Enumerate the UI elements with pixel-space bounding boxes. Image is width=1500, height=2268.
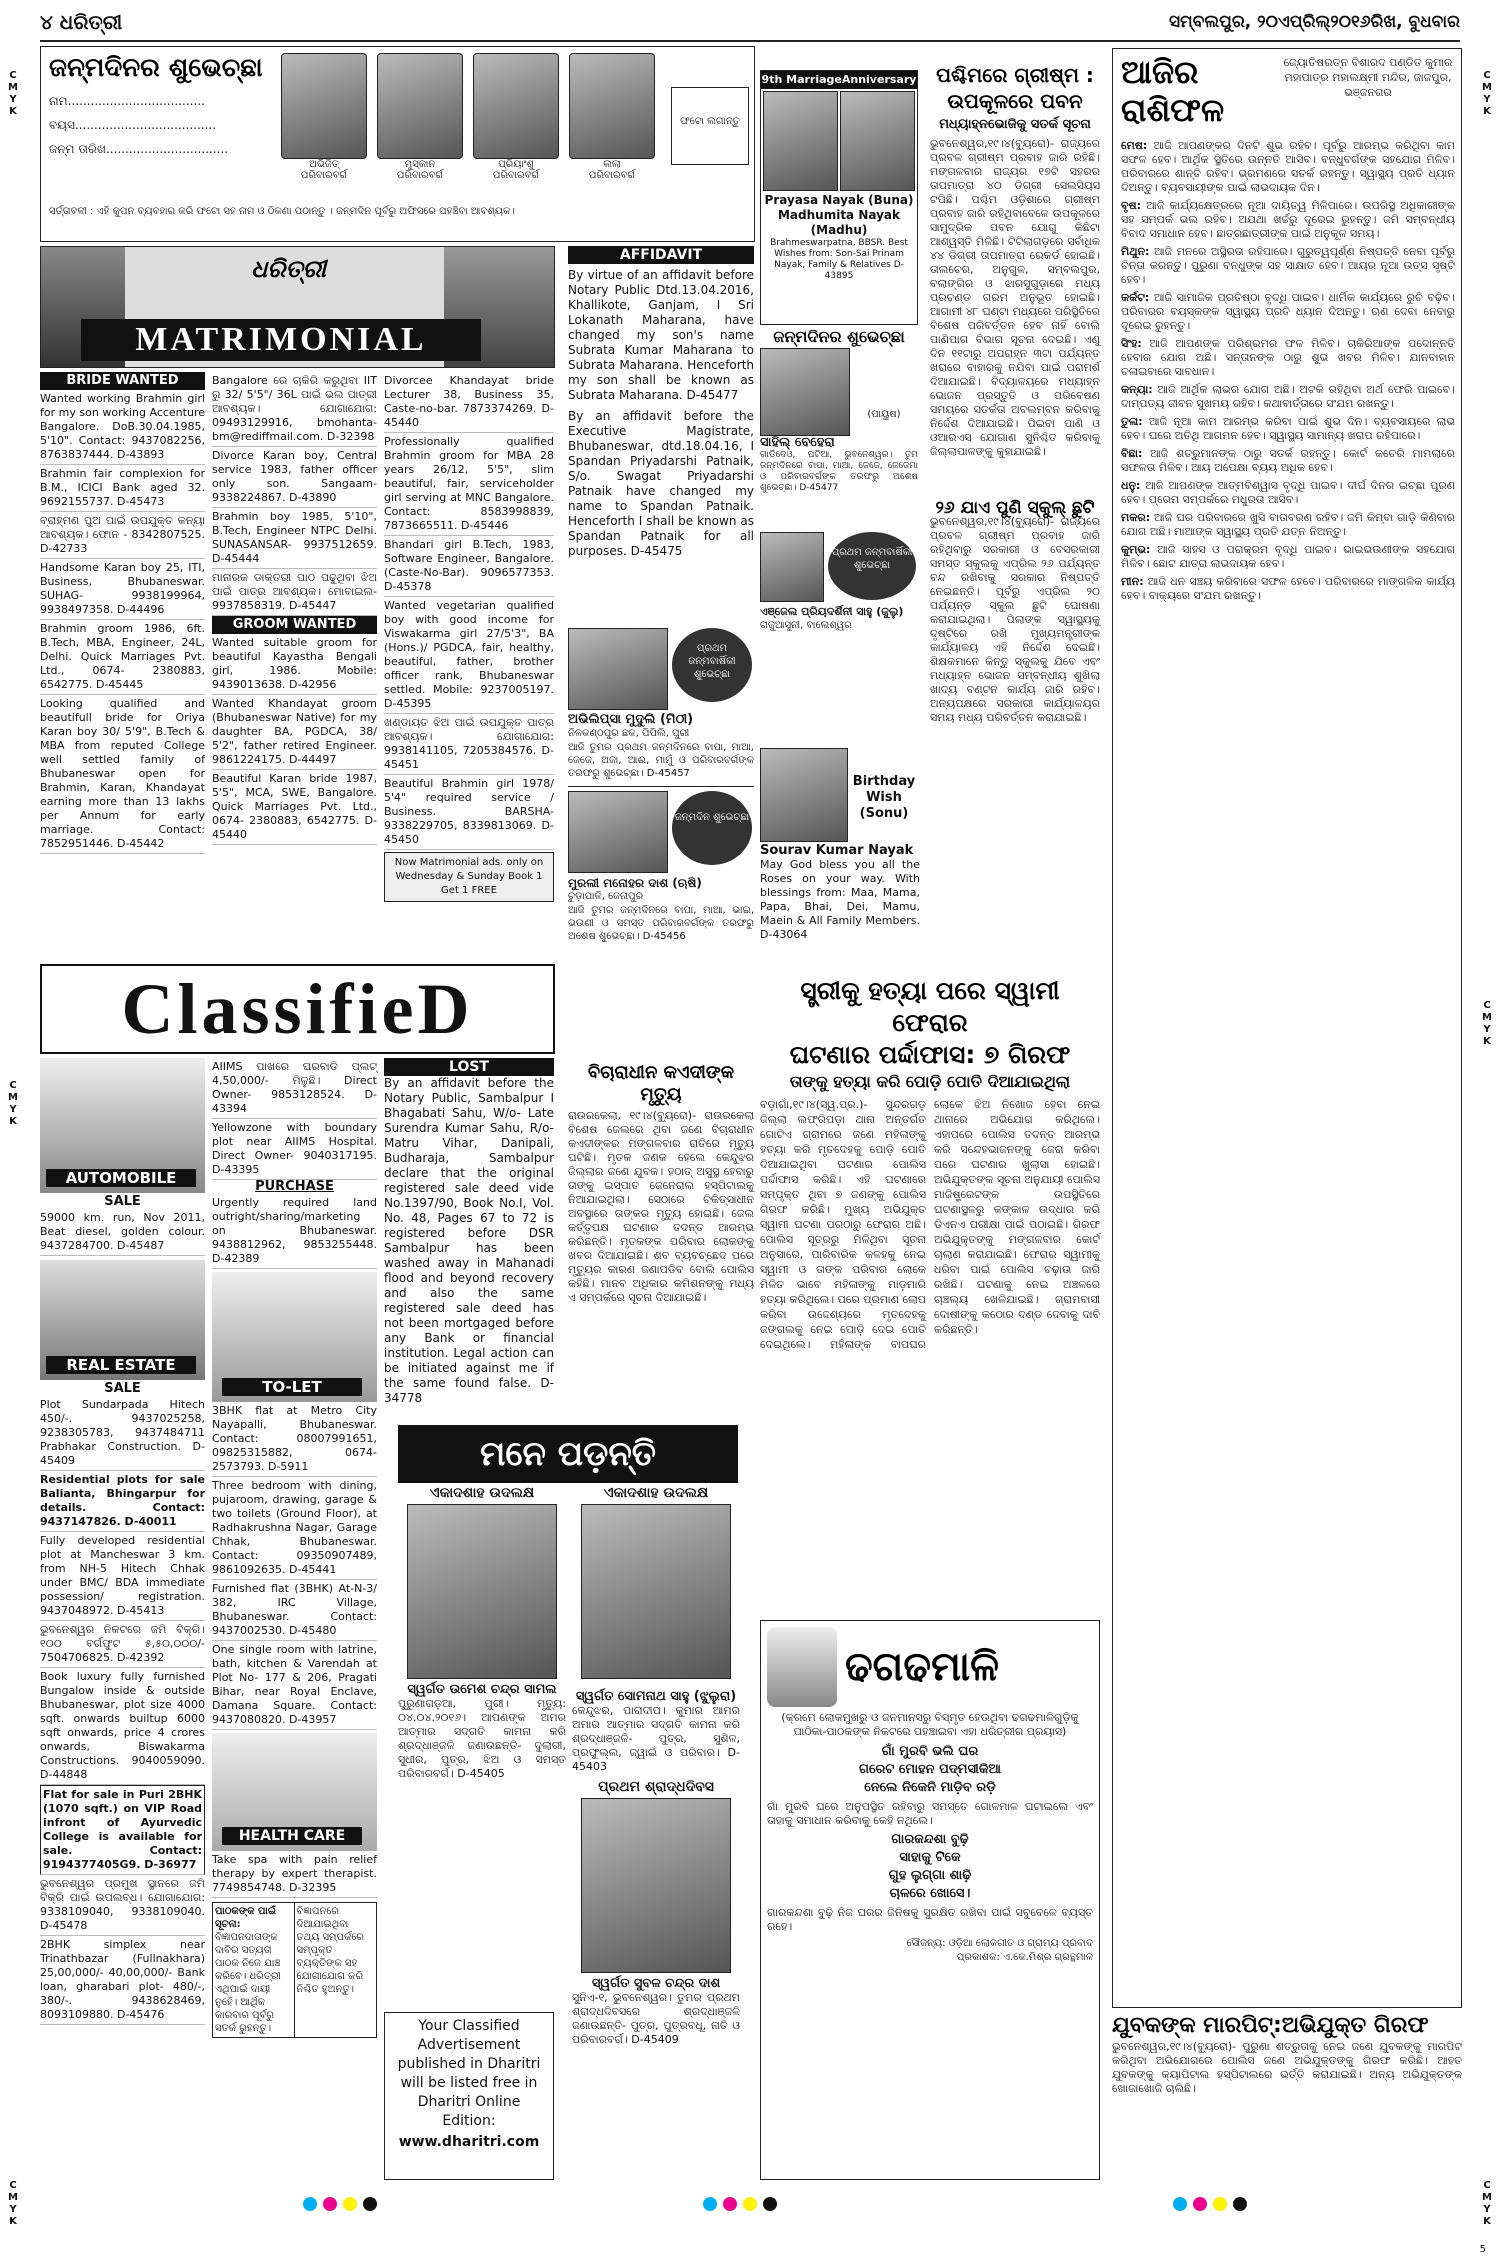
crime-body: ବଡ଼ାଗାଁ,୧୯।୪(ସ୍ୱ.ପ୍ର.)- ସୁନ୍ଦରଗଡ଼ ଜିଲ୍ଲା ଲଫ୍ରିପଡ଼ା ଥାନା ଅନ୍ତର୍ଗତ ଗୋଟିଏ ଗ୍ରାମରେ ଜଣେ ମହିଳାଙ୍କୁ ହତ୍ୟା କରି ମୃତଦେହକୁ ପୋଡ଼ି ପୋତି ଦିଆଯାଇଥିବା ଘଟଣାର ପୋଲିସ ପର୍ଦ୍ଦାଫାସ କରିଛି। ଏହି ଘଟଣାରେ ସମ୍ପୃକ୍ତ ଥିବା ୭ ଜଣଙ୍କୁ ପୋଲିସ ଗିରଫ କରିଛି। ମୁଖ୍ୟ ଅଭିଯୁକ୍ତ ସ୍ୱାମୀ ଘଟଣା ପରଠାରୁ ଫେରାର ଅଛି। ପୋଲିସ ସୂତ୍ରରୁ ମିଳିଥିବା ସୂଚନା ଅନୁସାରେ, ପାରିବାରିକ କଳହକୁ ନେଇ ସ୍ୱାମୀ ଓ ତାଙ୍କ ପରିବାର ଲୋକେ ମିଳିତ ଭାବେ ମହିଳାଙ୍କୁ ମାଡ଼ମାରି ହତ୍ୟା କରିଥିଲେ। ପରେ ପ୍ରମାଣ ଲୋପ କରିବା ଉଦ୍ଦେଶ୍ୟରେ ମୃତଦେହକୁ ଜଙ୍ଗଲକୁ ନେଇ ପୋଡ଼ି ଦେଇ ପୋତି ଦେଇଥିଲେ। ମହିଳାଙ୍କ ବାପଘର ଲୋକେ ଝିଅ ନିଖୋଜ ହେବା ନେଇ ଥାନାରେ ଅଭିଯୋଗ କରିଥିଲେ। ଏହାପରେ ପୋଲିସ ତଦନ୍ତ ଆରମ୍ଭ କରି ସନ୍ଦେହଭାଜନଙ୍କୁ ଜେରା କରିବା ପରେ ଘଟଣାର ଖୁଲାସା ହୋଇଛି। ଅଭିଯୁକ୍ତଙ୍କ ସୂଚନା ଅନୁଯାୟୀ ପୋଲିସ ମାଜିଷ୍ଟ୍ରେଟଙ୍କ ଉପସ୍ଥିତିରେ ଘଟଣାସ୍ଥଳରୁ କଙ୍କାଳ ଉଦ୍ଧାର କରି ଡିଏନଏ ପରୀକ୍ଷା ପାଇଁ ପଠାଇଛି। ଗିରଫ ଅଭିଯୁକ୍ତଙ୍କୁ ମଙ୍ଗଳବାର କୋର୍ଟ ଚାଲାଣ କରାଯାଇଛି। ଫେରାର ସ୍ୱାମୀକୁ ଧରିବା ପାଇଁ ପୋଲିସ ଚଢ଼ାଉ ଜାରି ରଖିଛି। ଘଟଣାକୁ ନେଇ ଅଞ୍ଚଳରେ ଚାଞ୍ଚଲ୍ୟ ଖେଳିଯାଇଛି। ଗ୍ରାମବାସୀ ଦୋଷୀଙ୍କୁ କଠୋର ଦଣ୍ଡ ଦେବାକୁ ଦାବି କରିଛନ୍ତି। bbox=[760, 1098, 1100, 1351]
photo-placeholder: ଫଟୋ ଲଗାନ୍ତୁ bbox=[671, 87, 749, 165]
kid-photo bbox=[569, 53, 655, 159]
anniversary-badge: ପ୍ରଥମ ଜନ୍ମବାର୍ଷିକୀ ଶୁଭେଚ୍ଛା bbox=[828, 532, 916, 600]
cartoon-face bbox=[767, 1627, 837, 1707]
automobile-image bbox=[40, 1058, 205, 1193]
classified-ad: Urgently required land outright/sharing/marketing on Bhubaneswar. 9438812962, 9853255448. D-42389 bbox=[212, 1194, 377, 1269]
classified-ad: ମାନାରକ ଡାକ୍ତରୀ ପାଠ ପଢୁଥିବା ଝିଅ ପାଇଁ ପାତ୍ର ଆବଶ୍ୟକ। ମୋବାଇଲ- 9937858319. D-45447 bbox=[212, 569, 377, 616]
classified-ad: Professionally qualified Brahmin groom for MBA 28 years 26/12, 5'5", slim beautiful, fair, serviceholder girl serving at MNC Bangalore. Contact: 8583998839, 7873665511. D-45446 bbox=[384, 433, 554, 536]
child-name: ସାହିଲ୍ ବେହେରା bbox=[760, 435, 835, 450]
classified-ad: Beautiful Karan bride 1987, 5'5", MCA, SWE, Bangalore. Quick Marriages Pvt. Ltd., 0674- 2380883, 6542775. D-45440 bbox=[212, 770, 377, 845]
matrimonial-title: MATRIMONIAL bbox=[81, 319, 481, 361]
wish-sahil bbox=[760, 327, 918, 530]
classified-ad: ଭୁବନେଶ୍ୱର ନିକଟରେ ଜମି ବିକ୍ରି। ୧୦୦ ବର୍ଗଫୁଟ ୫,୫୦,୦୦୦/- 7504706825. D-42392 bbox=[40, 1621, 205, 1668]
obituary-card bbox=[572, 1486, 740, 1686]
classified-ad: Divorcee Khandayat bride Lecturer 38, Business 35, Caste-no-bar. 7873374269. D-45440 bbox=[384, 372, 554, 433]
classified-col-1 bbox=[40, 1058, 205, 2182]
obituary-title: ମନେ ପଡ଼ନ୍ତି bbox=[479, 1434, 657, 1474]
reg-mark-top-left: C M Y K bbox=[8, 70, 18, 117]
humor-publisher: ପ୍ରକାଶକ: ଏ.କେ.ମିଶ୍ର ଗ୍ରନ୍ଥମାଳ bbox=[956, 1952, 1093, 1963]
classified-ad: Residential plots for sale Balianta, Bhingarpur for details. Contact: 9437147826. D-40011 bbox=[40, 1471, 205, 1532]
matrimonial-col-1 bbox=[40, 372, 205, 958]
classified-ad: Handsome Karan boy 25, ITI, Business, Bhubaneswar. SUHAG- 9938199964, 9938497358. D-44496 bbox=[40, 559, 205, 620]
matrimonial-logo: ଧରିତ୍ରୀ bbox=[251, 255, 326, 283]
child-photo bbox=[568, 628, 668, 710]
school-body: ଭୁବନେଶ୍ୱର,୧୯।୪(ବ୍ୟୁରୋ)- ରାଜ୍ୟରେ ପ୍ରବଳ ଗ୍ରୀଷ୍ମ ପ୍ରବାହ ଜାରି ରହିଥିବାରୁ ସରକାରୀ ଓ ବେସରକାରୀ ସମସ୍ତ ସ୍କୁଲକୁ ଏପ୍ରିଲ ୨୬ ପର୍ଯ୍ୟନ୍ତ ବନ୍ଦ ରଖିବାକୁ ସରକାର ନିଷ୍ପତ୍ତି ନେଇଛନ୍ତି। ପୂର୍ବରୁ ଏପ୍ରିଲ ୨୦ ପର୍ଯ୍ୟନ୍ତ ସ୍କୁଲ ଛୁଟି ଘୋଷଣା କରାଯାଇଥିଲା। ପିଲାଙ୍କ ସ୍ୱାସ୍ଥ୍ୟକୁ ଦୃଷ୍ଟିରେ ରଖି ମୁଖ୍ୟମନ୍ତ୍ରୀଙ୍କ କାର୍ଯ୍ୟାଳୟ ଏହି ନିର୍ଦ୍ଦେଶ ଦେଇଛି। ଶିକ୍ଷକମାନେ କିନ୍ତୁ ସ୍କୁଲକୁ ଯିବେ ଏବଂ ମଧ୍ୟାହ୍ନ ଭୋଜନ ସମ୍ବନ୍ଧୀୟ ଶୁଖିଲା ଖାଦ୍ୟ ବଣ୍ଟନ କାର୍ଯ୍ୟ ଜାରି ରହିବ। ଅନ୍ୟପକ୍ଷରେ ସରକାରୀ କାର୍ଯ୍ୟାଳୟର ସମୟ ମଧ୍ୟ ପରିବର୍ତ୍ତନ କରାଯାଇଛି। bbox=[930, 515, 1100, 724]
child-photo bbox=[760, 348, 850, 436]
child-photo bbox=[568, 791, 668, 873]
weather-subhead: ମଧ୍ୟାହ୍ନଭୋଜିକୁ ସତର୍କ ସୂଚନା bbox=[939, 117, 1091, 132]
person-photo bbox=[581, 1504, 731, 1679]
child-name: ଅଭିଲିପ୍ସା ମୁଦୁଲି (ମିଠୀ) bbox=[568, 712, 694, 727]
crime-subhead: ତାଙ୍କୁ ହତ୍ୟା କରି ପୋଡ଼ି ପୋତି ଦିଆଯାଇଥିଲା bbox=[789, 1072, 1071, 1091]
birthday-form bbox=[40, 46, 755, 242]
sign-mithuna: ମିଥୁନ: ଆଜି ମନରେ ଅସ୍ଥିରତା ରହିପାରେ। ଗୁରୁତ୍ୱପୂର୍ଣ୍ଣ ନିଷ୍ପତ୍ତି ନେବା ପୂର୍ବରୁ ଚିନ୍ତା କରନ୍ତୁ। ପୁରୁଣା ବନ୍ଧୁଙ୍କ ସହ ସାକ୍ଷାତ ହେବ। ଆୟର ନୂଆ ଉତ୍ସ ସୃଷ୍ଟି ହେବ। bbox=[1121, 245, 1456, 286]
child-place: ରାଜୁଆସୁନୀ, ବାଲେଶ୍ୱର bbox=[760, 620, 852, 631]
sign-makara: ମକର: ଆଜି ଘର ପରିବାରରେ ଖୁସି ବାତାବରଣ ରହିବ। ଜମି କିମ୍ବା ଗାଡ଼ି କିଣିବାର ଯୋଗ ଅଛି। ମାଆଙ୍କ ସ୍ୱାସ୍ଥ୍ୟ ପ୍ରତି ଯତ୍ନ ନିଅନ୍ତୁ। bbox=[1121, 511, 1456, 538]
reader-notice-text: ବିଜ୍ଞାପନଦାତାଙ୍କ ଦାବିର ସତ୍ୟତା ପାଠକ ନିଜେ ଯାଞ୍ଚ କରିବେ। ଧରିତ୍ରୀ ଏଥିପାଇଁ ଦାୟୀ ନୁହେଁ। ଆର୍ଥିକ କାରବାର ପୂର୍ବରୁ ସତର୍କ ରୁହନ୍ତୁ। bbox=[215, 1932, 281, 2034]
matrimonial-footer: Now Matrimonial ads. only on Wednesday & Sunday Book 1 Get 1 FREE bbox=[384, 852, 554, 902]
color-bar-2 bbox=[700, 2196, 780, 2215]
classified-ad: Furnished flat (3BHK) At-N-3/ 382, IRC Village, Bhubaneswar. Contact: 9437002530. D-45480 bbox=[212, 1580, 377, 1641]
weather-body: ଭୁବନେଶ୍ୱର,୧୯।୪(ବ୍ୟୁରୋ)- ରାଜ୍ୟରେ ପ୍ରବଳ ଗ୍ରୀଷ୍ମ ପ୍ରବାହ ଜାରି ରହିଛି। ମଙ୍ଗଳବାର ରାଜ୍ୟର ୧୭ଟି ସହରର ତାପମାତ୍ରା ୪୦ ଡିଗ୍ରୀ ସେଲସିୟସ ଟପିଛି। ପଶ୍ଚିମ ଓଡ଼ିଶାରେ ଗ୍ରୀଷ୍ମ ପ୍ରବାହ ଜାରି ରହିଥିବାବେଳେ ଉପକୂଳରେ ସାମୁଦ୍ରିକ ପବନ ଯୋଗୁ କିଛିଟା ଆଶ୍ୱସ୍ତି ମିଳିଛି। ଟିଟିଲାଗଡ଼ରେ ସର୍ବାଧିକ ୪୪ ଡିଗ୍ରୀ ତାପମାତ୍ରା ରେକର୍ଡ ହୋଇଛି। ତାଲଚେର, ଅନୁଗୁଳ, ସମ୍ବଲପୁର, ବଲାଙ୍ଗିର ଓ ଝାରସୁଗୁଡ଼ାରେ ମଧ୍ୟ ପ୍ରଚଣ୍ଡ ଗରମ ଅନୁଭୂତ ହୋଇଛି। ଆଗାମୀ ୪୮ ଘଣ୍ଟା ମଧ୍ୟରେ ପରିସ୍ଥିତିରେ ବିଶେଷ ପରିବର୍ତ୍ତନ ହେବ ନାହିଁ ବୋଲି ପାଣିପାଗ ବିଭାଗ ସୂଚନା ଦେଇଛି। ଏଣୁ ଦିନ ୧୧ଟାରୁ ଅପରାହ୍ନ ୩ଟା ପର୍ଯ୍ୟନ୍ତ ଖରାରେ ବାହାରକୁ ନଯିବା ପାଇଁ ପରାମର୍ଶ ଦିଆଯାଇଛି। ବିଦ୍ୟାଳୟରେ ମଧ୍ୟାହ୍ନ ଭୋଜନ ପ୍ରସ୍ତୁତି ଓ ପରିବେଷଣ ସମୟରେ ସତର୍କତା ଅବଲମ୍ବନ କରିବାକୁ ନିର୍ଦ୍ଦେଶ ଦିଆଯାଇଛି। ପିଇବା ପାଣି ଓ ଓଆରଏସ ଯୋଗାଣ ସୁନିଶ୍ଚିତ କରିବାକୁ ଜିଲ୍ଲାପାଳଙ୍କୁ କୁହାଯାଇଛି। bbox=[930, 137, 1100, 458]
kid-photo bbox=[377, 53, 463, 159]
sign-dhanu: ଧନୁ: ଆଜି ଆପଣଙ୍କ ଆତ୍ମବିଶ୍ୱାସ ବୃଦ୍ଧି ପାଇବ। ଦୀର୍ଘ ଦିନର ଇଚ୍ଛା ପୂରଣ ହେବ। ପ୍ରେମ ସମ୍ପର୍କରେ ମଧୁରତା ଆସିବ। bbox=[1121, 479, 1456, 506]
reg-mark-top-right: C M Y K bbox=[1482, 70, 1492, 117]
reg-mark-mid-left: C M Y K bbox=[8, 1080, 18, 1127]
wish-heading: Birthday Wish (Sonu) bbox=[852, 774, 916, 821]
horoscope bbox=[1112, 48, 1462, 2008]
horoscope-author: ଜ୍ୟୋତିଷରତ୍ନ ବିଶାରଦ ପଣ୍ଡିତ କୁମାର ମହାପାତ୍ର ମହାଲକ୍ଷ୍ମୀ ମନ୍ଦିର, ଜାଜପୁର, ଭଞ୍ଜନଗର bbox=[1283, 56, 1453, 99]
to-let-image bbox=[212, 1272, 377, 1402]
color-bar-1 bbox=[300, 2196, 380, 2215]
prisoner-headline: ବିଚାରାଧୀନ କଏଦୀଙ୍କ ମୃତ୍ୟୁ bbox=[587, 1062, 735, 1105]
sign-mesha: ମେଷ: ଆଜି ଆପଣଙ୍କର ଦିନଟି ଶୁଭ ରହିବ। ପୂର୍ବରୁ ଆରମ୍ଭ କରିଥିବା କାମ ସଫଳ ହେବ। ଆର୍ଥିକ ସ୍ଥିତିରେ ଉନ୍ନତି ଆସିବ। ବନ୍ଧୁବର୍ଗଙ୍କ ସହଯୋଗ ମିଳିବ। ପରିବାରରେ ଶାନ୍ତି ରହିବ। ଭ୍ରମଣରେ ସତର୍କ ରହନ୍ତୁ। ସ୍ୱାସ୍ଥ୍ୟ ପ୍ରତି ଧ୍ୟାନ ଦିଅନ୍ତୁ। ବ୍ୟବସାୟୀଙ୍କ ପାଇଁ ଲାଭଦାୟକ ଦିନ। bbox=[1121, 139, 1456, 194]
birthday-form-title: ଜନ୍ମଦିନର ଶୁଭେଚ୍ଛା bbox=[49, 53, 263, 83]
prisoner-death-article bbox=[568, 1062, 754, 1312]
youth-body: ଭୁବନେଶ୍ୱର,୧୯।୪(ବ୍ୟୁରୋ)- ପୁରୁଣା ଶତ୍ରୁତାକୁ ନେଇ ଜଣେ ଯୁବକଙ୍କୁ ମାରପିଟ କରିଥିବା ଅଭିଯୋଗରେ ପୋଲିସ ଜଣେ ଅଭିଯୁକ୍ତଙ୍କୁ ଗିରଫ କରିଛି। ଆହତ ଯୁବକଙ୍କୁ କ୍ୟାପିଟାଲ ହସ୍ପିଟାଲରେ ଭର୍ତ୍ତି କରାଯାଇଛି। ଅନ୍ୟ ଅଭିଯୁକ୍ତଙ୍କ ଖୋଜାଖୋଜି ଚାଲିଛି। bbox=[1112, 2040, 1462, 2095]
health-care-label: HEALTH CARE bbox=[222, 1827, 362, 1845]
obituary-heading: ପ୍ରଥମ ଶ୍ରାଦ୍ଧଦିବସ bbox=[598, 1779, 714, 1795]
obituary-text: ସୁନିଏ-୧, ଭୁବନେଶ୍ୱର। ତୁମର ପ୍ରଥମ ଶ୍ରାଦ୍ଧଦିବସରେ ଶ୍ରଦ୍ଧାଞ୍ଜଳି ଜଣାଉଛନ୍ତି- ପୁତ୍ର, ପୁତ୍ରବଧୂ, ନାତି ଓ ପରିବାରବର୍ଗ। D-45409 bbox=[572, 1991, 740, 2046]
birthday-form-fields bbox=[49, 89, 269, 161]
classified-ad: Beautiful Brahmin girl 1978/ 5'4" required service / Business. BARSHA- 9338229705, 8339813069. D-45450 bbox=[384, 775, 554, 850]
obituary-card-2 bbox=[572, 1690, 740, 2210]
verse-2-note: ଗାରକନ୍ଦଶା ବୁଢ଼ି ନିଜ ଘରର ଜିନିଷକୁ ସୁରକ୍ଷିତ ରଖିବା ପାଇଁ ସବୁବେଳେ ବ୍ୟସ୍ତ ରହେ। bbox=[767, 1906, 1093, 1933]
form-dob-field[interactable]: ଜନ୍ମ ତାରିଖ................................ bbox=[49, 142, 229, 156]
classified-ad: Looking qualified and beautifull bride for Oriya Karan boy 30/ 5'9", B.Tech & MBA from reputed College well settled family of Bhubaneswar open for Brahmin, Karan, Khandayat earning more than 13 lakhs per Annum for early marriage. Contact: 7852951446. D-45442 bbox=[40, 695, 205, 854]
website-link[interactable]: www.dharitri.com bbox=[398, 2134, 540, 2150]
child-photo bbox=[760, 748, 848, 842]
classified-ad: ବ୍ରାହ୍ମଣ ପୁଅ ପାଇଁ ଉପଯୁକ୍ତ କନ୍ୟା ଆବଶ୍ୟକ। ଫୋନ - 8342807525. D-42733 bbox=[40, 512, 205, 559]
wish-text: ଗାଡିଦେଓ, ପଟିଆ, ଭୁବନେଶ୍ୱର। ତୁମ ଜନ୍ମଦିନରେ ବାପା, ମାଆ, ଜେଜେ, ଜେଜେମା ଓ ପରିବାରବର୍ଗଙ୍କ ତରଫରୁ ଅଶେଷ ଶୁଭେଚ୍ଛା। D-45477 bbox=[760, 450, 918, 493]
child-name: ମୁରଲୀ ମନୋହର ଦାଶ (ଋଷି) bbox=[568, 876, 702, 890]
obituary-banner bbox=[398, 1425, 738, 1483]
classified-ad: Bhandari girl B.Tech, 1983, Software Engineer, Bangalore. (Caste-No-Bar). 9096577353. D-45378 bbox=[384, 536, 554, 597]
affidavit-notice: By virtue of an affidavit before Notary Public Dtd.13.04.2016, Khallikote, Ganjam, I Sri Lokanath Maharana, have changed my son's name Subrata Kumar Maharana to Subrata Maharana. Henceforth my son shall be known as Subrata Maharana. D-45477 bbox=[568, 268, 754, 402]
person-photo bbox=[581, 1798, 731, 1973]
child-photo bbox=[760, 532, 824, 602]
sign-kanya: କନ୍ୟା: ଆଜି ଆର୍ଥିକ ଲାଭର ଯୋଗ ଅଛି। ଅଟକି ରହିଥିବା ଅର୍ଥ ଫେରି ପାଇବେ। ଦାମ୍ପତ୍ୟ ଜୀବନ ସୁଖମୟ ରହିବ। କଥାବାର୍ତ୍ତାରେ ସଂଯମ ରଖନ୍ତୁ। bbox=[1121, 383, 1456, 410]
wish-text: ଆଜି ତୁମର ପ୍ରଥମ ଜନ୍ମଦିନରେ ବାପା, ମାଆ, ଜେଜେ, ଅଜା, ଆଈ, ମାମୁଁ ଓ ପରିବାରବର୍ଗଙ୍କ ତରଫରୁ ଶୁଭେଚ୍ଛା। D-45457 bbox=[568, 742, 754, 779]
husband-photo bbox=[763, 91, 838, 191]
nickname: (ପାୟୁଷ) bbox=[867, 409, 901, 420]
form-age-field[interactable]: ବୟସ..................................... bbox=[49, 118, 217, 132]
affidavit-column bbox=[568, 246, 754, 626]
kid-card: ଅଭିଜିତ୍ ପରିବାରବର୍ଗ bbox=[281, 53, 367, 181]
bride-wanted-heading: BRIDE WANTED bbox=[40, 372, 205, 390]
classified-ad: 59000 km. run, Nov 2011, Beat diesel, golden colour. 9437284700. D-45487 bbox=[40, 1209, 205, 1256]
humor-subtitle: (କ୍ରମେ ଲୋକମୁଖରୁ ଓ ଜନମାନସରୁ ବିସ୍ମୃତ ହେଉଥିବା ଢଗଢମାଳିଗୁଡ଼ିକୁ ପାଠିକା-ପାଠକଙ୍କ ନିକଟରେ ପହଞ୍ଚାଇବା ଏହା ଧରିତ୍ରୀର ପ୍ରୟାସ) bbox=[781, 1711, 1079, 1738]
sign-bichha: ବିଛା: ଆଜି ଶତ୍ରୁମାନଙ୍କ ଠାରୁ ସତର୍କ ରହନ୍ତୁ। କୋର୍ଟ କଚେରି ମାମଲାରେ ସଫଳତା ମିଳିବ। ଆୟ ଅପେକ୍ଷା ବ୍ୟୟ ଅଧିକ ହେବ। bbox=[1121, 447, 1455, 474]
youth-headline: ଯୁବକଙ୍କ ମାରପିଟ୍:ଅଭିଯୁକ୍ତ ଗିରଫ bbox=[1112, 2013, 1429, 2038]
classified-ad: Brahmin fair complexion for B.M., ICICI Bank aged 32. 9692155737. D-45473 bbox=[40, 465, 205, 512]
real-estate-sale-heading: SALE bbox=[104, 1381, 141, 1396]
matrimonial-banner bbox=[40, 246, 555, 368]
classified-col-2 bbox=[212, 1058, 377, 2182]
free-online-ad bbox=[384, 2012, 554, 2180]
obituary-heading: ଏକାଦଶାହ ଉଦଲକ୍ଷ bbox=[603, 1485, 709, 1501]
sign-mina: ମୀନ: ଆଜି ଧନ ସଞ୍ଚୟ କରିବାରେ ସଫଳ ହେବେ। ପରିବାରରେ ମାଙ୍ଗଳିକ କାର୍ଯ୍ୟ ହେବ। ବାକ୍ୟରେ ସଂଯମ ରଖନ୍ତୁ। bbox=[1121, 575, 1455, 602]
sign-tula: ତୁଳା: ଆଜି ନୂଆ କାମ ଆରମ୍ଭ କରିବା ପାଇଁ ଶୁଭ ଦିନ। ବ୍ୟବସାୟରେ ଲାଭ ହେବ। ଘରେ ଅତିଥି ଆଗମନ ହେବ। ସ୍ୱାସ୍ଥ୍ୟ ସାମାନ୍ୟ ଖରାପ ରହିପାରେ। bbox=[1121, 415, 1455, 442]
classified-logo-box bbox=[40, 964, 555, 1054]
classified-ad: Yellowzone with boundary plot near AIIMS Hospital. Direct Owner- 9040317195. D-43395 bbox=[212, 1119, 377, 1180]
footer-page-number: 5 bbox=[1479, 2244, 1486, 2255]
sign-brusha: ବୃଷ: ଆଜି କାର୍ଯ୍ୟକ୍ଷେତ୍ରରେ ନୂଆ ଦାୟିତ୍ୱ ମିଳିପାରେ। ଉପରିସ୍ଥ ଅଧିକାରୀଙ୍କ ସହ ସମ୍ପର୍କ ଭଲ ରହିବ। ଅଯଥା ଖର୍ଚ୍ଚରୁ ଦୂରେଇ ରୁହନ୍ତୁ। ଜମି ସମ୍ବନ୍ଧୀୟ ବିବାଦ ସମାଧାନ ହେବ। ଛାତ୍ରଛାତ୍ରୀଙ୍କ ପାଇଁ ଅନୁକୂଳ ସମୟ। bbox=[1121, 199, 1455, 240]
child-name: Sourav Kumar Nayak bbox=[760, 843, 914, 858]
classified-ad: Wanted vegetarian qualified boy with good income for Viswakarma girl 27/5'3", BA (Hons.)/ PGDCA, fair, healthy, beautiful, father, brother officer rank, Bhubaneswar settled. Mobile: 9237005197. D-45395 bbox=[384, 597, 554, 714]
classified-ad: Plot Sundarpada Hitech 450/-. 9437025258, 9238305783, 9437484711 Prabhakar Construction. D-45409 bbox=[40, 1396, 205, 1471]
reg-mark-bottom-left: C M Y K bbox=[8, 2180, 18, 2227]
sign-kumbha: କୁମ୍ଭ: ଆଜି ସାହସ ଓ ପରାକ୍ରମ ବୃଦ୍ଧି ପାଇବ। ଭାଇଭଉଣୀଙ୍କ ସହଯୋଗ ମିଳିବ। ଛୋଟ ଯାତ୍ରା ଲାଭଦାୟକ ହେବ। bbox=[1121, 543, 1456, 570]
purchase-heading: PURCHASE bbox=[255, 1179, 334, 1194]
classified-ad: ଭୁବନେଶ୍ୱର ପ୍ରମୁଖ ସ୍ଥାନରେ ଜମି ବିକ୍ରି ପାଇଁ ଉପଲବ୍ଧ। ଯୋଗାଯୋଗ: 9338109040, 9338109040. D-45478 bbox=[40, 1875, 205, 1936]
humor-title: ଢଗଢମାଳି bbox=[845, 1644, 999, 1690]
kids-photos bbox=[281, 53, 661, 203]
classified-ad: 3BHK flat at Metro City Nayapalli, Bhubaneswar. Contact: 08007991651, 09825315882, 0674- 2573793. D-5911 bbox=[212, 1402, 377, 1477]
person-photo bbox=[407, 1504, 557, 1679]
classified-ad: Wanted working Brahmin girl for my son working Accenture Bangalore. DoB.30.04.1985, 5'10". Contact: 9437082256, 8763837444. D-43893 bbox=[40, 390, 205, 465]
affidavit-heading: AFFIDAVIT bbox=[568, 246, 754, 264]
youth-article bbox=[1112, 2012, 1462, 2180]
wish-sourav bbox=[760, 748, 920, 960]
affidavit-notice: By an affidavit before the Executive Magistrate, Bhubaneswar, dtd.18.04.16, I Spandan Priyadarshi Patnaik, S/o. Swagat Priyadarshi Patnaik have changed my name to Spandan Patnaik. Henceforth I shall be known as Spandan Patnaik for all purposes. D-45475 bbox=[568, 409, 754, 558]
anniversary-from: Brahmeswarpatna, BBSR. Best Wishes from: Son-Sai Prinam Nayak, Family & Relatives D-43895 bbox=[770, 238, 908, 281]
kid-photo bbox=[281, 53, 367, 159]
matrimonial-col-3 bbox=[384, 372, 554, 958]
anniversary-ad bbox=[760, 70, 918, 325]
lost-body: By an affidavit before the Notary Public, Sambalpur I Bhagabati Sahu, W/o- Late Surendra Kumar Sahu, R/o- Matru Vihar, Danipali, Budharaja, Sambalpur declare that the original registered sale deed vide No.1397/90, Book No.I, Vol. No. 48, Pages 67 to 72 is registered before DSR Sambalpur has been washed away in Mahanadi flood and beyond recovery and also the same registered sale deed has not been mortgaged before any Bank or financial institution. Legal action can be initiated against me if the same found false. D-34778 bbox=[384, 1076, 554, 1405]
verse-1: ଗାଁ ମୁରବି ଭଲି ଘର ଗରେଟ ମୋହନ ପଦ୍ମସୀକିଆ ନେଲେ ନିକେନି ମାଡ଼ିବ ରଡ଼ି bbox=[858, 1744, 1002, 1795]
real-estate-label: REAL ESTATE bbox=[46, 1356, 196, 1374]
child-name: ଏଞ୍ଜେଲ ପ୍ରିୟଦର୍ଶିନୀ ସାହୁ (ଜୁଲୁ) bbox=[760, 605, 904, 618]
prisoner-body: ରାଉରକେଲା, ୧୯।୪(ବ୍ୟୁରୋ)- ରାଉରକେଲା ବିଶେଷ ଜେଲରେ ଥିବା ଜଣେ ବିଚାରାଧୀନ କଏଦୀଙ୍କର ମଙ୍ଗଳବାର ରାତିରେ ମୃତ୍ୟୁ ଘଟିଛି। ମୃତକ ଜଣକ ହେଲେ କେନ୍ଦୁଝର ଜିଲ୍ଲାର ଜଣେ ଯୁବକ। ହଠାତ୍ ଅସୁସ୍ଥ ହେବାରୁ ତାଙ୍କୁ ଇସ୍ପାତ ଜେନେରାଲ ହସ୍ପିଟାଲକୁ ନିଆଯାଇଥିଲା। ସେଠାରେ ଚିକିତ୍ସାଧୀନ ଅବସ୍ଥାରେ ତାଙ୍କର ମୃତ୍ୟୁ ହୋଇଛି। ଜେଲ କର୍ତ୍ତୃପକ୍ଷ ଘଟଣାର ତଦନ୍ତ ଆରମ୍ଭ କରିଛନ୍ତି। ମୃତକଙ୍କ ପରିବାର ଲୋକଙ୍କୁ ଖବର ଦିଆଯାଇଛି। ଶବ ବ୍ୟବଚ୍ଛେଦ ପରେ ମୃତ୍ୟୁର କାରଣ ଜଣାପଡିବ ବୋଲି ପୋଲିସ କହିଛି। ମାନବ ଅଧିକାର କମିଶନଙ୍କୁ ମଧ୍ୟ ଏ ସମ୍ପର୍କରେ ସୂଚନା ଦିଆଯାଇଛି। bbox=[568, 1109, 754, 1304]
reader-notice-heading: ପାଠକଙ୍କ ପାଇଁ ସୂଚନା: bbox=[215, 1906, 277, 1930]
color-bar-3 bbox=[1170, 2196, 1250, 2215]
classified-ad: Divorce Karan boy, Central service 1983, father officer only son. Sangaam- 9338224867. D-43890 bbox=[212, 447, 377, 508]
classified-logo: ClassifieD bbox=[121, 969, 474, 1049]
wish-heading: ଜନ୍ମଦିନର ଶୁଭେଚ୍ଛା bbox=[773, 327, 905, 346]
classified-ad: Brahmin groom 1986, 6ft. B.Tech, MBA, Engineer, 24L, Delhi. Quick Marriages Pvt. Ltd., 0674- 2380883, 6542775. D-45445 bbox=[40, 620, 205, 695]
real-estate-image bbox=[40, 1260, 205, 1380]
kid-card: ପ୍ରିୟାଂଶୁ ପରିବାରବର୍ଗ bbox=[473, 53, 559, 181]
groom-wanted-heading: GROOM WANTED bbox=[212, 616, 377, 634]
verse-1-note: ଗାଁ ମୁରବି ଘରେ ଅନୁପସ୍ଥିତ ରହିବାରୁ ସମସ୍ତେ ଗୋଳମାଳ ଘଟାଇଲେ ଏବଂ ତାହାକୁ ସମାଧାନ କରିବାକୁ କେହି ନଥିଲେ। bbox=[767, 1800, 1093, 1827]
classified-ad: Wanted suitable groom for beautiful Kayastha Bengali girl, 1986. Mobile: 9439013638. D-42956 bbox=[212, 634, 377, 695]
automobile-sale-heading: SALE bbox=[104, 1194, 141, 1209]
classified-ad: Bangalore ରେ ଚାକିରି କରୁଥିବା IIT ରୁ 32/ 5'5"/ 36L ପାଇଁ ଭଲ ପାତ୍ରୀ ଆବଶ୍ୟକ। ଯୋଗାଯୋଗ: 09493129916, bmohanta-bm@rediffmail.com. D-32398 bbox=[212, 372, 377, 447]
classified-ad: Take spa with pain relief therapy by expert therapist. 7749854748. D-32395 bbox=[212, 1851, 377, 1898]
health-care-image bbox=[212, 1733, 377, 1851]
classified-ad: Fully developed residential plot at Mancheswar 3 km. from NH-5 Hitech Chhak under BMC/ BDA immediate possession/ registration. 9437048972. D-45413 bbox=[40, 1532, 205, 1621]
child-place: ଚୁଡ଼ାପାଳି, ଜେନାପୁର bbox=[568, 891, 644, 902]
classified-ad: Flat for sale in Puri 2BHK (1070 sqft.) on VIP Road infront of Ayurvedic College is available for sale. Contact: 9194377405G9. D-36977 bbox=[40, 1785, 205, 1875]
kid-card: ଲଲା ପରିବାରବର୍ଗ bbox=[569, 53, 655, 181]
couple-names: Prayasa Nayak (Buna) Madhumita Nayak (Madhu) bbox=[764, 193, 914, 237]
classified-ad: Three bedroom with dining, pujaroom, drawing, garage & two toilets (Ground Floor), at Radhakrushna Nagar, Garage Chhak, Bhubaneswar. Contact: 09350907489, 9861092635. D-45441 bbox=[212, 1477, 377, 1580]
horoscope-signs bbox=[1121, 139, 1455, 1999]
classified-ad: ଖଣ୍ଡାୟତ ଝିଅ ପାଇଁ ଉପଯୁକ୍ତ ପାତ୍ର ଆବଶ୍ୟକ। ଯୋଗାଯୋଗ: 9938141105, 7205384576. D-45451 bbox=[384, 714, 554, 775]
page-header bbox=[40, 8, 1460, 42]
verse-2: ଗାରକନ୍ଦଶା ବୁଢ଼ି ସାହାକୁ ଟିକେ ଗୁହ ଲୁଗ୍ଗା ଶାଢ଼ି ଚାଳରେ ଖୋସେ। bbox=[888, 1832, 972, 1901]
reg-mark-bottom-right: C M Y K bbox=[1482, 2180, 1492, 2227]
form-name-field[interactable]: ନାମ.................................... bbox=[49, 94, 205, 108]
weather-article bbox=[930, 62, 1100, 724]
child-place: ନିଳକଣ୍ଠପୁର ଛକ, ପିପିଲି, ପୁରୀ bbox=[568, 728, 690, 739]
matrimonial-col-2 bbox=[212, 372, 377, 958]
weather-headline: ପଶ୍ଚିମରେ ଗ୍ରୀଷ୍ମ : ଉପକୂଳରେ ପବନ bbox=[936, 63, 1094, 113]
obituary-heading: ଏକାଦଶାହ ଉଦଲକ୍ଷ bbox=[429, 1485, 535, 1501]
humor-credit: ସୌଜନ୍ୟ: ଓଡ଼ିଆ ଲୋକଗୀତ ଓ ଗ୍ରାମ୍ୟ ପ୍ରବାଦ bbox=[906, 1938, 1093, 1949]
crime-article bbox=[760, 975, 1100, 1540]
automobile-label: AUTOMOBILE bbox=[46, 1169, 196, 1187]
person-name: ସ୍ୱର୍ଗତ ସୁବଳ ଚନ୍ଦ୍ର ଦାଶ bbox=[591, 1976, 721, 1991]
kid-photo bbox=[473, 53, 559, 159]
anniversary-badge: ପ୍ରଥମ ଜନ୍ମବାର୍ଷିକୀ ଶୁଭେଚ୍ଛା bbox=[672, 628, 752, 702]
to-let-label: TO-LET bbox=[222, 1378, 362, 1396]
person-name: ସ୍ୱର୍ଗତ ଉମେଶ ଚନ୍ଦ୍ର ସାମଲ bbox=[407, 1682, 557, 1697]
classified-ad: AIIMS ପାଖରେ ଘରବାଡି ପ୍ଲଟ୍ 4,50,000/- ମିଳୁଛି। Direct Owner- 9853128524. D-43394 bbox=[212, 1058, 377, 1119]
school-headline: ୨୬ ଯାଏ ପୁଣି ସ୍କୁଲ୍ ଛୁଟି bbox=[935, 498, 1095, 518]
page-number: ୪ ଧରିତ୍ରୀ bbox=[40, 10, 123, 34]
obituary-card bbox=[398, 1486, 566, 2006]
wish-text: ଆଜି ତୁମର ଜନ୍ମଦିନରେ ବାପା, ମାଆ, ଭାଇ, ଭଉଣୀ ଓ ସମସ୍ତ ପରିବାରବର୍ଗଙ୍କ ତରଫରୁ ଅଶେଷ ଶୁଭେଚ୍ଛା। D-45456 bbox=[568, 905, 754, 942]
kid-card: ମୁସ୍କାନ ପରିବାରବର୍ଗ bbox=[377, 53, 463, 181]
wish-text: May God bless you all the Roses on your way. With blessings from: Maa, Mama, Papa, Bhai, Dei, Mamu, Maein & All Family Members. D-43064 bbox=[760, 858, 920, 941]
birthday-form-note: ସର୍ତ୍ତାବଳୀ : ଏହି କୁପନ ବ୍ୟବହାର କରି ଫଟୋ ସହ ନାମ ଓ ଠିକଣା ପଠାନ୍ତୁ । ଜନ୍ମଦିନ ପୂର୍ବରୁ ଅଫିସରେ ପହଞ୍ଚିବା ଆବଶ୍ୟକ। bbox=[49, 206, 515, 217]
classified-ad: Wanted Khandayat groom (Bhubaneswar Native) for my daughter BA, PGDCA, 38/ 5'2", father retired Engineer. 9861224175. D-44497 bbox=[212, 695, 377, 770]
sign-karkata: କର୍କଟ: ଆଜି ସାମାଜିକ ପ୍ରତିଷ୍ଠା ବୃଦ୍ଧି ପାଇବ। ଧାର୍ମିକ କାର୍ଯ୍ୟରେ ରୁଚି ବଢ଼ିବ। ପରିବାରର ବୟସ୍କଙ୍କ ସ୍ୱାସ୍ଥ୍ୟ ପ୍ରତି ଧ୍ୟାନ ଦିଅନ୍ତୁ। ଋଣ ଦେବା ନେବାରୁ ଦୂରେଇ ରୁହନ୍ତୁ। bbox=[1121, 291, 1455, 332]
reader-notice bbox=[212, 1902, 377, 2038]
classified-ad: 2BHK simplex near Trinathbazar (Fullnakhara) 25,00,000/- 40,00,000/- Bank loan, gharabari plot- 480/-, 380/-. 9438628469, 8093109880. D-45476 bbox=[40, 1936, 205, 2025]
sign-simha: ସିଂହ: ଆଜି ଆପଣଙ୍କ ପରିଶ୍ରମର ଫଳ ମିଳିବ। ଚାକିରିଆଙ୍କ ପଦୋନ୍ନତି ହେବାର ଯୋଗ ଅଛି। ସନ୍ତାନଙ୍କ ଠାରୁ ଶୁଭ ଖବର ମିଳିବ। ଯାନବାହାନ ଚଳାଇବାରେ ସାବଧାନ। bbox=[1121, 337, 1455, 378]
wish-abhilipsa bbox=[568, 628, 754, 958]
lost-heading: LOST bbox=[384, 1058, 554, 1076]
free-online-text: Your Classified Advertisement published in Dharitri will be listed free in Dharitri Online Edition: bbox=[397, 2018, 541, 2129]
classified-ad: Brahmin boy 1985, 5'10", B.Tech, Engineer NTPC Delhi. SUNASANSAR- 9937512659. D-45444 bbox=[212, 508, 377, 569]
crime-headline-1: ସ୍ତ୍ରୀକୁ ହତ୍ୟା ପରେ ସ୍ୱାମୀ ଫେରାର bbox=[800, 976, 1060, 1037]
obituary-text: କେନ୍ଦୁଝର, ପାରାଦୀପ। କୁମାର ଆମର ଅମାର ଆତ୍ମାର ସଦ୍‌ଗତି କାମନା କରି ଶ୍ରଦ୍ଧାଞ୍ଜଳି- ପୁତ୍ର, ସୁଶିଳ, ପ୍ରଫୁଲ୍ଲ, ଜ୍ୱାଇଁ ଓ ପରିବାର। D-45403 bbox=[572, 1704, 740, 1773]
classified-ad: Book luxury fully furnished Bungalow inside & outside Bhubaneswar, plot size 4000 sqft. onwards builtup 6000 sqft onwards, price 4 crores onwards, Biswakarma Constructions. 9040059090. D-44848 bbox=[40, 1668, 205, 1785]
obituary-text: ପୁରୁଣାଗଡ଼ଆ, ପୁରୀ। ମୃତ୍ୟୁ: ୦୪.୦୪.୨୦୧୬। ଆପଣଙ୍କ ଅମର ଆତ୍ମାର ସଦ୍‌ଗତି କାମନା କରି ଶ୍ରଦ୍ଧାଞ୍ଜଳି ଜଣାଉଛନ୍ତି- ଦୁଲାରୀ, ସୁଧୀର, ପୁତ୍ର, ଝିଅ ଓ ସମସ୍ତ ପରିବାରବର୍ଗ। D-45405 bbox=[398, 1697, 566, 1780]
crime-headline-2: ଘଟଣାର ପର୍ଦ୍ଦାଫାସ: ୭ ଗିରଫ bbox=[789, 1040, 1071, 1069]
person-name: ସ୍ୱର୍ଗତ ସୋମନାଥ ସାହୁ (ଝୁଲୁରା) bbox=[575, 1689, 737, 1704]
reader-notice-text: ବିଜ୍ଞାପନରେ ଦିଆଯାଇଥିବା ତଥ୍ୟ ସମ୍ପର୍କରେ ସମ୍ପୃକ୍ତ ବ୍ୟକ୍ତିଙ୍କ ସହ ଯୋଗାଯୋଗ କରି ନିଶ୍ଚିତ ହୁଅନ୍ତୁ। bbox=[296, 1906, 364, 1995]
wife-photo bbox=[840, 91, 915, 191]
wish-angel bbox=[760, 532, 918, 662]
horoscope-title: ଆଜିର ରାଶିଫଳ bbox=[1121, 53, 1225, 129]
birthday-badge: ଜନ୍ମଦିନ ଶୁଭେଚ୍ଛା bbox=[672, 791, 752, 865]
classified-ad: One single room with latrine, bath, kitchen & Varendah at Plot No- 177 & 206, Pragati Bihar, near Royal Enclave, Damana Square. Contact: 9437080820. D-43957 bbox=[212, 1641, 377, 1730]
reg-mark-mid-right: C M Y K bbox=[1482, 1000, 1492, 1047]
anniversary-heading: 9th MarriageAnniversary bbox=[761, 71, 917, 89]
dateline: ସମ୍ବଲପୁର, ୨୦ଏପ୍ରିଲ୍୨୦୧୬ରିଖ, ବୁଧବାର bbox=[1168, 12, 1460, 32]
humor-box bbox=[760, 1620, 1100, 2180]
